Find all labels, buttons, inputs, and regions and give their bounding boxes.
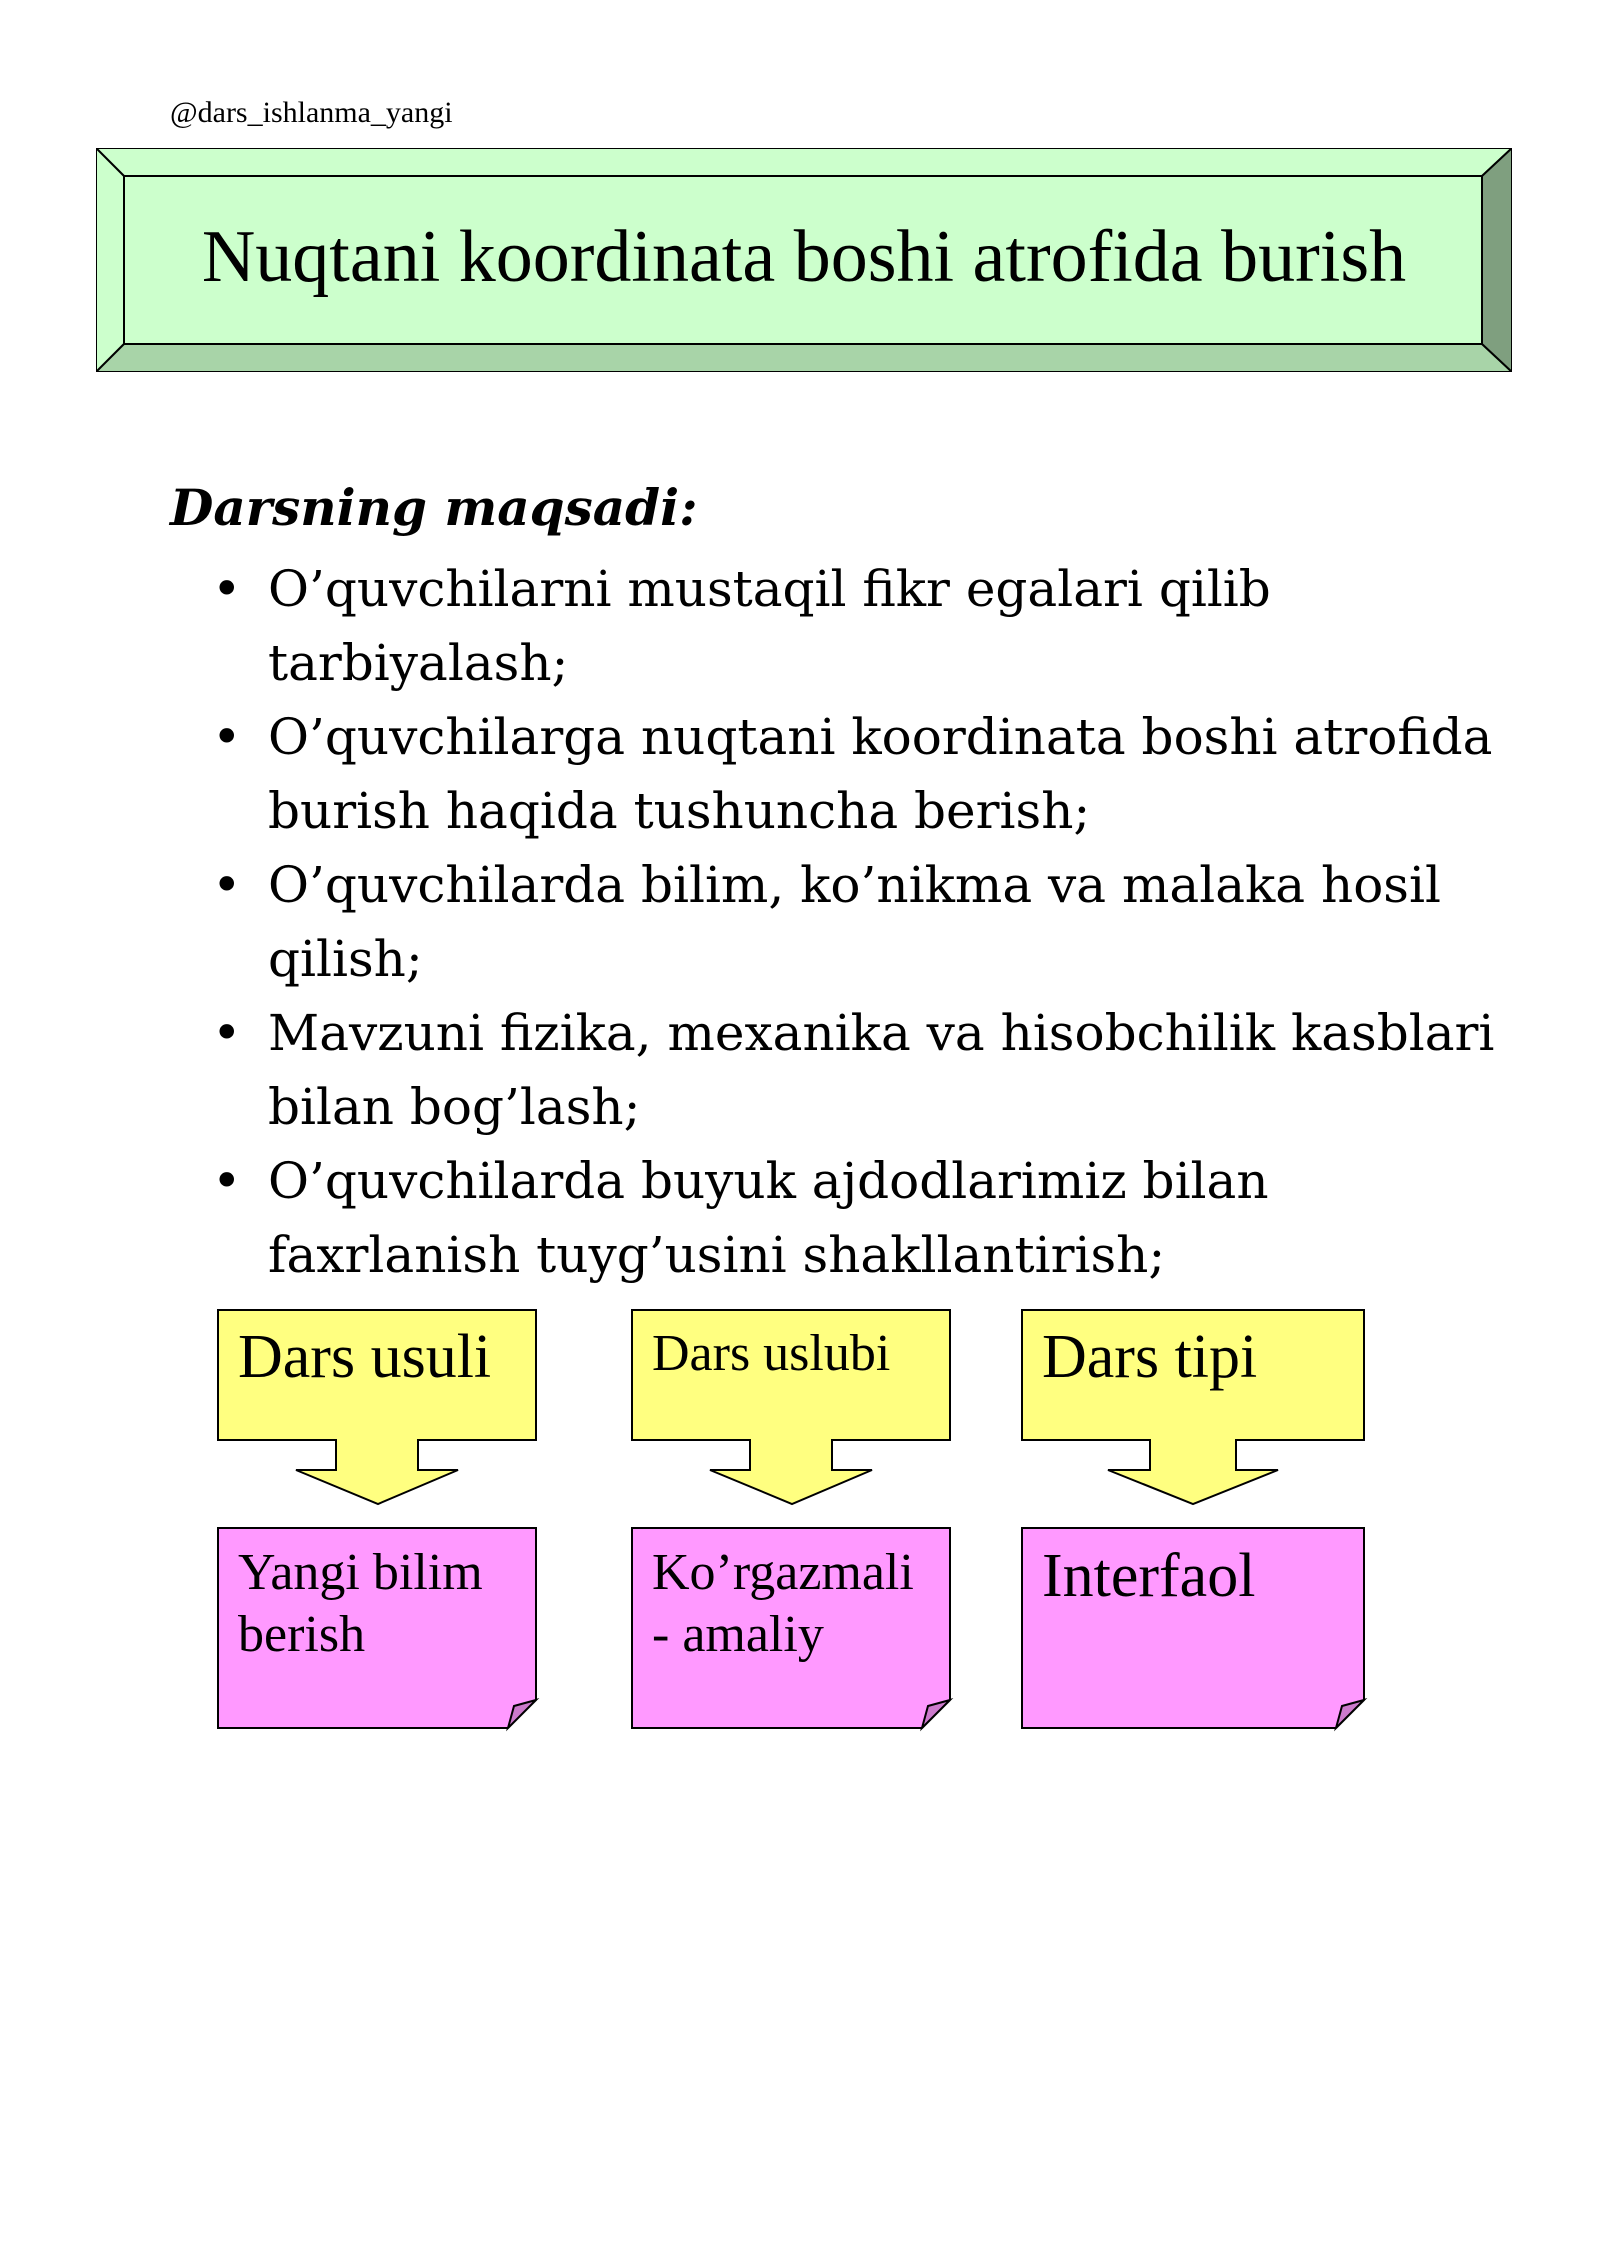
- lesson-method-flow: [218, 1310, 536, 1728]
- goal-text: O’quvchilarni mustaqil fikr egalari qilib tarbiyalash;: [268, 560, 1271, 692]
- method-value: Yangi bilim berish: [238, 1544, 483, 1663]
- bullet-icon: •: [212, 1004, 242, 1062]
- goal-text: O’quvchilarga nuqtani koordinata boshi atrofida burish haqida tushuncha berish;: [268, 708, 1493, 840]
- type-header: Dars tipi: [1042, 1323, 1258, 1391]
- goal-text: Mavzuni fizika, mexanika va hisobchilik kasblari bilan bog’lash;: [268, 1004, 1495, 1136]
- goal-item: [212, 552, 1512, 700]
- banner-bevel-right: [1482, 148, 1512, 372]
- title-banner: [96, 148, 1512, 372]
- goal-item: [212, 700, 1512, 848]
- goals-list: [212, 552, 1512, 1292]
- goal-text: O’quvchilarda bilim, ko’nikma va malaka hosil qilish;: [268, 856, 1441, 988]
- lesson-style-flow: [632, 1310, 950, 1728]
- bullet-icon: •: [212, 560, 242, 618]
- banner-bevel-bottom: [96, 344, 1512, 372]
- method-header: Dars usuli: [238, 1323, 492, 1391]
- style-value: Ko’rgazmali - amaliy: [652, 1544, 914, 1663]
- page-title: Nuqtani koordinata boshi atrofida burish: [201, 215, 1407, 298]
- goal-item: [212, 996, 1512, 1144]
- bullet-icon: •: [212, 856, 242, 914]
- bullet-icon: •: [212, 708, 242, 766]
- goals-heading: Darsning maqsadi:: [170, 478, 698, 537]
- banner-bevel-left: [96, 148, 124, 372]
- type-value: Interfaol: [1042, 1542, 1256, 1610]
- bullet-icon: •: [212, 1152, 242, 1210]
- watermark: @dars_ishlanma_yangi: [170, 96, 453, 129]
- lesson-type-flow: [1022, 1310, 1364, 1728]
- style-header: Dars uslubi: [652, 1325, 891, 1382]
- goal-text: O’quvchilarda buyuk ajdodlarimiz bilan faxrlanish tuyg’usini shakllantirish;: [268, 1152, 1269, 1284]
- goal-item: [212, 848, 1512, 996]
- goal-item: [212, 1144, 1512, 1292]
